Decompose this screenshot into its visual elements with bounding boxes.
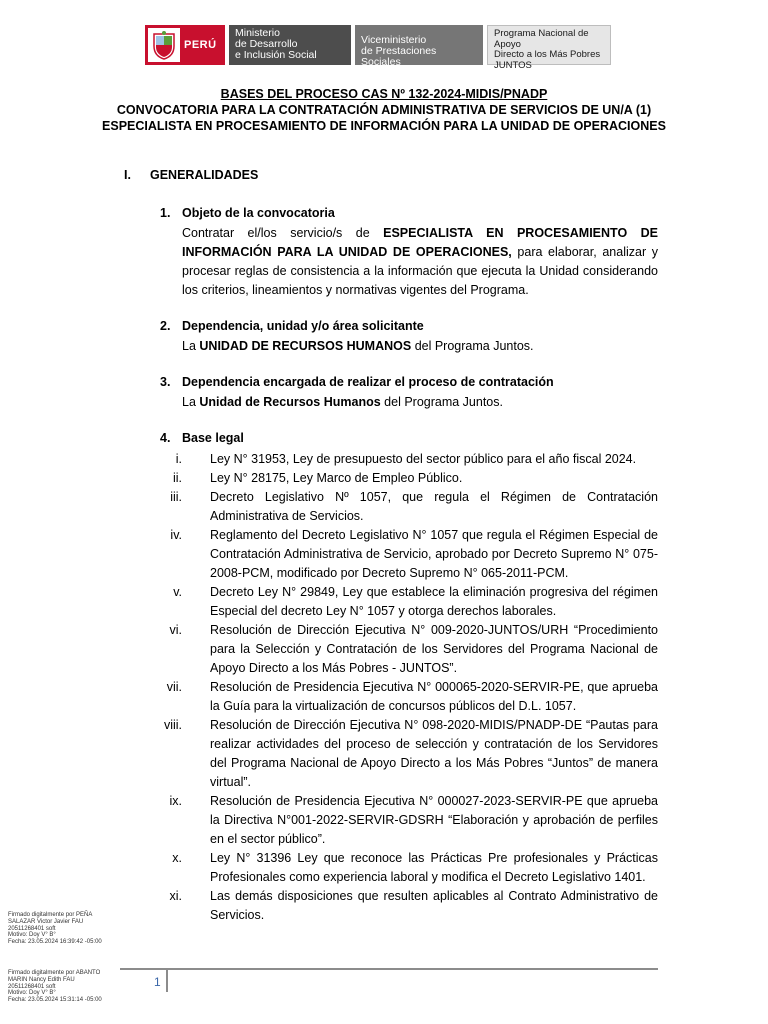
list-item-text: Ley N° 31396 Ley que reconoce las Prácticas Pre profesionales y Prácticas Profesionales como experiencia laboral y modifica el Decreto Legislativo 1401. [210,851,658,884]
subsection-heading [160,431,244,445]
subsection-number: 3. [160,375,171,389]
list-item-numeral: iii. [170,490,182,504]
list-item-numeral: x. [172,851,182,865]
legal-basis-list [160,450,658,925]
peru-wordmark: PERÚ [184,39,217,51]
legal-list-item [160,792,658,849]
ministry-line: de Desarrollo [235,38,298,50]
signature-line: 20511268401 soft [8,983,56,990]
list-item-numeral: iv. [170,528,182,542]
list-item-text: Ley N° 31953, Ley de presupuesto del sector público para el año fiscal 2024. [210,452,637,466]
vice-ministry-logo [355,25,483,68]
program-line: Programa Nacional de Apoyo [494,28,589,50]
signature-line: Fecha: 23.05.2024 15:31:14 -05:00 [8,997,102,1004]
list-item-numeral: vii. [166,680,182,694]
digital-signature-stamp [8,912,138,946]
vice-line: de Prestaciones Sociales [361,45,437,68]
ministry-line: e Inclusión Social [235,49,317,61]
list-item-numeral: ix. [169,794,182,808]
paragraph-text: La [182,395,200,409]
paragraph-text: del Programa Juntos. [380,395,503,409]
list-item-text: Resolución de Dirección Ejecutiva N° 098-2020-MIDIS/PNADP-DE “Pautas para realizar actividades del proceso de selección y contratación de los Servidores del Programa Nacional de Apoyo Directo a los Más Pobres “Juntos” de manera virtual”. [210,718,658,789]
page-number: 1 [154,975,161,989]
header-logos [145,25,611,71]
objective-paragraph [182,224,658,300]
signature-line: Fecha: 23.05.2024 16:39:42 -05:00 [8,939,102,946]
list-item-numeral: viii. [163,718,182,732]
paragraph-text: del Programa Juntos. [411,339,534,353]
footer-rule [120,968,658,970]
program-line: Directo a los Más Pobres [494,49,601,60]
paragraph-text: Contratar el/los servicio/s de [182,226,384,240]
legal-list-item [160,469,658,488]
list-item-numeral: xi. [169,889,182,903]
ministry-logo [229,25,351,65]
page-number-divider [166,970,168,992]
legal-list-item [160,583,658,621]
digital-signature-stamp [8,970,138,1004]
subsection-heading [160,206,335,220]
signature-line: Firmado digitalmente por PEÑA [8,912,93,918]
list-item-numeral: vi. [169,623,182,637]
title-line-2: CONVOCATORIA PARA LA CONTRATACIÓN ADMINISTRATIVA DE SERVICIOS DE UN/A (1) [116,103,652,117]
section-heading [124,168,258,182]
list-item-numeral: ii. [172,471,182,485]
requesting-unit-paragraph [182,337,658,356]
paragraph-bold: ESPECIALISTA EN PROCESAMIENTO DE INFORMACIÓN PARA LA UNIDAD DE OPERACIONES, [182,226,658,259]
vice-line: Viceministerio [361,34,427,46]
list-item-text: Ley N° 28175, Ley Marco de Empleo Público. [210,471,463,485]
subsection-title: Dependencia encargada de realizar el proceso de contratación [182,375,554,389]
subsection-title: Base legal [182,431,244,445]
list-item-numeral: i. [175,452,182,466]
list-item-text: Resolución de Presidencia Ejecutiva N° 000027-2023-SERVIR-PE que aprueba la Directiva N°001-2022-SERVIR-GDSRH “Elaboración y aprobación de perfiles en el sector público”. [210,794,658,846]
peru-logo [145,25,225,65]
program-line: JUNTOS [494,59,532,71]
list-item-text: Decreto Legislativo Nº 1057, que regula el Régimen de Contratación Administrativa de Servicios. [210,490,658,523]
signature-line: 20511268401 soft [8,925,56,932]
signature-line: Firmado digitalmente por ABANTO [8,970,101,976]
responsible-unit-paragraph [182,393,658,412]
signature-line: Motivo: Doy V° B° [8,990,56,997]
title-line-1: BASES DEL PROCESO CAS Nº 132-2024-MIDIS/PNADP [220,87,548,101]
list-item-text: Decreto Ley N° 29849, Ley que establece la eliminación progresiva del régimen Especial del decreto Ley N° 1057 y otorga derechos laborales. [210,585,658,618]
subsection-heading [160,319,424,333]
section-title: GENERALIDADES [150,168,259,182]
legal-list-item [160,526,658,583]
signature-line: SALAZAR Victor Javier FAU [8,918,84,925]
subsection-number: 4. [160,431,171,445]
signature-line: Motivo: Doy V° B° [8,932,56,939]
subsection-number: 1. [160,206,171,220]
subsection-number: 2. [160,319,171,333]
list-item-text: Reglamento del Decreto Legislativo N° 1057 que regula el Régimen Especial de Contratación Administrativa de Servicio, aprobado por Decreto Supremo N° 075-2008-PCM, modificado por Decreto Supremo N° 065-2011-PCM. [210,528,658,580]
subsection-heading [160,375,554,389]
legal-list-item [160,488,658,526]
list-item-text: Resolución de Presidencia Ejecutiva N° 000065-2020-SERVIR-PE, que aprueba la Guía para la virtualización de concursos públicos del D.L. 1057. [210,680,658,713]
legal-list-item [160,887,658,925]
legal-list-item [160,621,658,678]
legal-list-item [160,849,658,887]
legal-list-item [160,716,658,792]
subsection-title: Dependencia, unidad y/o área solicitante [182,319,424,333]
list-item-text: Las demás disposiciones que resulten aplicables al Contrato Administrativo de Servicios. [210,889,658,922]
document-title [0,86,768,134]
paragraph-bold: UNIDAD DE RECURSOS HUMANOS [199,339,412,353]
subsection-title: Objeto de la convocatoria [182,206,335,220]
signature-line: MARIN Nancy Edith FAU [8,976,75,983]
legal-list-item [160,450,658,469]
program-logo [487,25,611,71]
title-line-3: ESPECIALISTA EN PROCESAMIENTO DE INFORMACIÓN PARA LA UNIDAD DE OPERACIONES [102,119,666,133]
list-item-numeral: v. [173,585,182,599]
list-item-text: Resolución de Dirección Ejecutiva N° 009-2020-JUNTOS/URH “Procedimiento para la Selección y Contratación de los Servidores del Programa Nacional de Apoyo Directo a los Más Pobres - JUNTOS”. [210,623,658,675]
paragraph-bold: Unidad de Recursos Humanos [199,395,381,409]
ministry-line: Ministerio [235,27,280,39]
paragraph-text: La [182,339,200,353]
coat-of-arms-icon [148,28,180,62]
legal-list-item [160,678,658,716]
paragraph-text: para elaborar, analizar y procesar reglas de consistencia a la información que ejecuta la Unidad considerando los criterios, lineamientos y normativas vigentes del Programa. [182,245,658,297]
section-number: I. [124,168,131,182]
